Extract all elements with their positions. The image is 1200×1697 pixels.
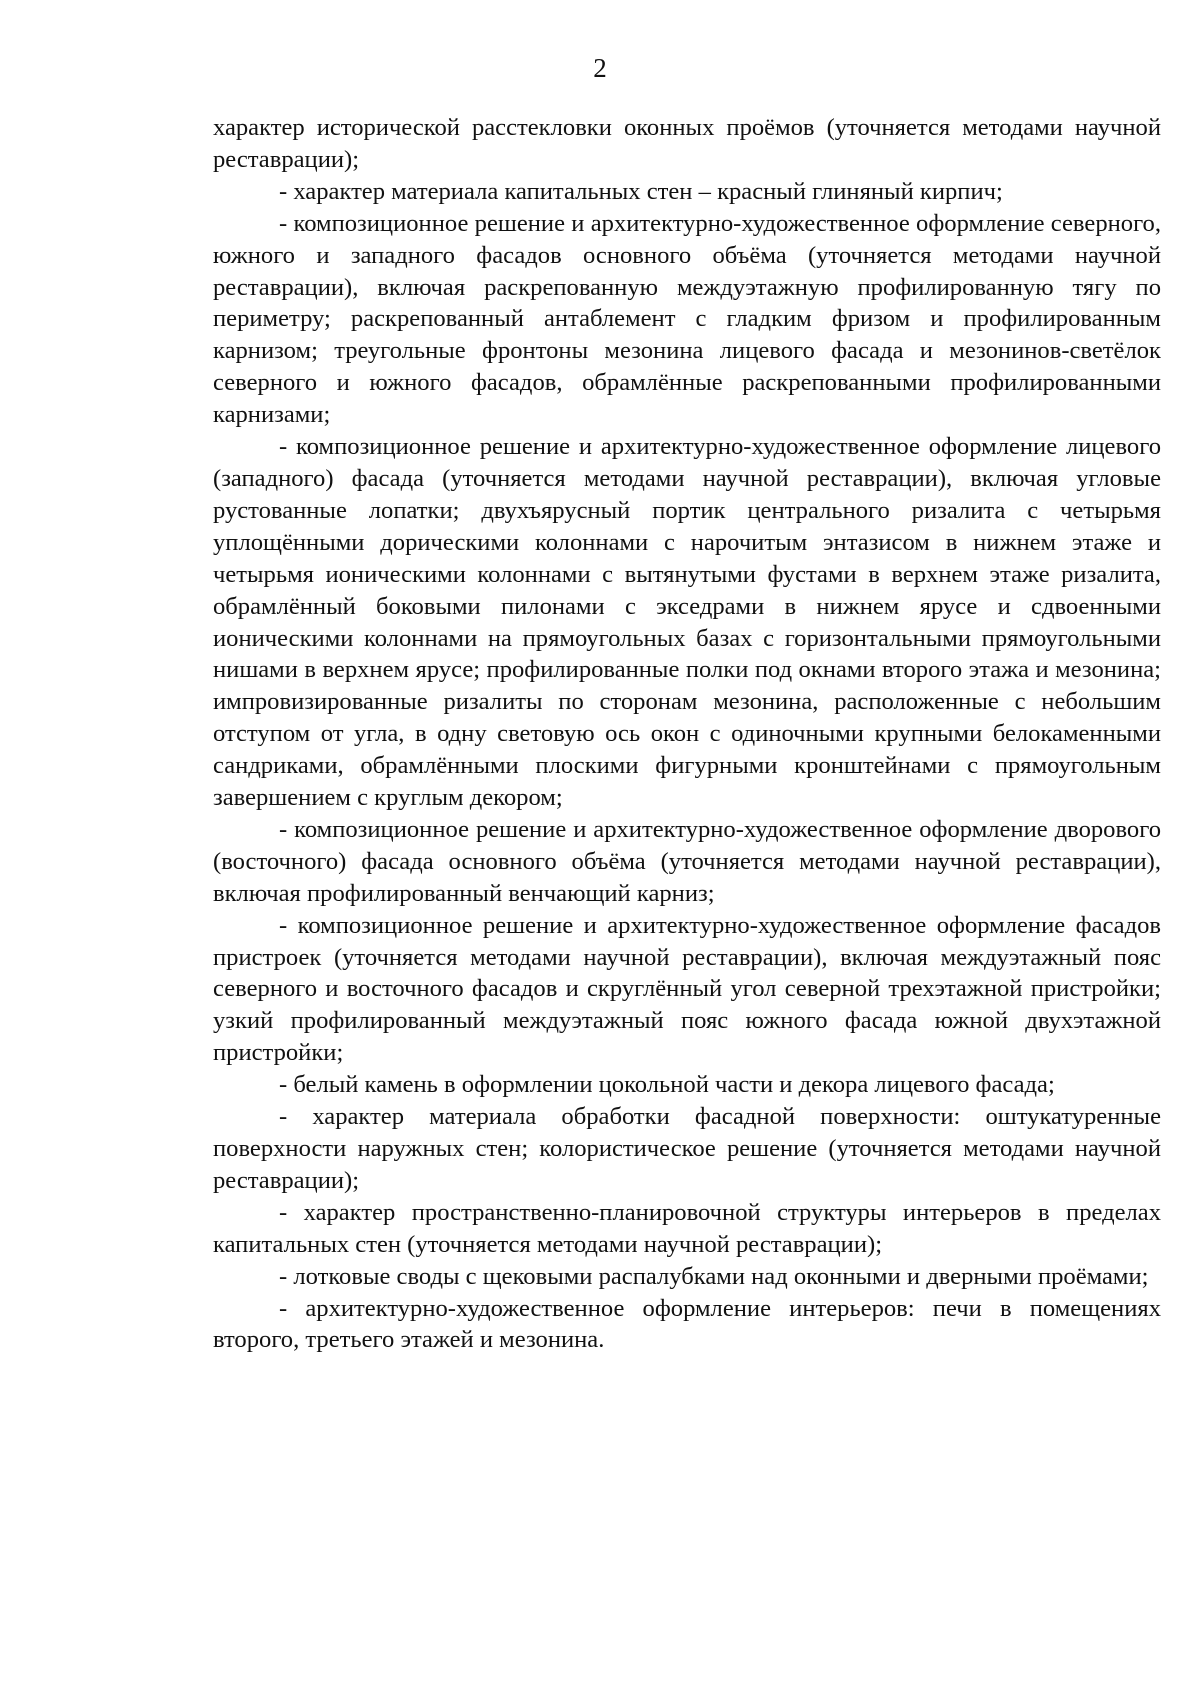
paragraph: - композиционное решение и архитектурно-художественное оформление фасадов пристроек (уточняется методами научной реставрации), включая междуэтажный пояс северного и восточного фасадов и скруглённый угол северной трехэтажной пристройки; узкий профилированный междуэтажный пояс южного фасада южной двухэтажной пристройки;: [213, 911, 1161, 1067]
document-body: [213, 112, 1161, 1356]
paragraph: - белый камень в оформлении цокольной части и декора лицевого фасада;: [279, 1071, 1055, 1099]
paragraph: - лотковые своды с щековыми распалубками над оконными и дверными проёмами;: [279, 1262, 1149, 1290]
page-number: 2: [593, 53, 607, 83]
paragraph: - характер пространственно-планировочной структуры интерьеров в пределах капитальных стен (уточняется методами научной реставрации);: [213, 1198, 1161, 1258]
paragraph: - композиционное решение и архитектурно-художественное оформление северного, южного и западного фасадов основного объёма (уточняется методами научной реставрации), включая раскрепованную междуэтажную профилированную тягу по периметру; раскрепованный антаблемент с гладким фризом и профилированным карнизом; треугольные фронтоны мезонина лицевого фасада и мезонинов-светёлок северного и южного фасадов, обрамлённые раскрепованными профилированными карнизами;: [213, 209, 1161, 429]
paragraph: - композиционное решение и архитектурно-художественное оформление дворового (восточного) фасада основного объёма (уточняется методами научной реставрации), включая профилированный венчающий карниз;: [213, 815, 1161, 907]
paragraph: - характер материала обработки фасадной поверхности: оштукатуренные поверхности наружных стен; колористическое решение (уточняется методами научной реставрации);: [213, 1103, 1161, 1194]
paragraph: характер исторической расстекловки оконных проёмов (уточняется методами научной реставрации);: [213, 114, 1161, 173]
paragraph: - композиционное решение и архитектурно-художественное оформление лицевого (западного) фасада (уточняется методами научной реставрации), включая угловые рустованные лопатки; двухъярусный портик центрального ризалита с четырьмя уплощёнными дорическими колоннами с нарочитым энтазисом в нижнем этаже и четырьмя ионическими колоннами с вытянутыми фустами в верхнем этаже ризалита, обрамлённый боковыми пилонами с экседрами в нижнем ярусе и сдвоенными ионическими колоннами на прямоугольных базах с горизонтальными прямоугольными нишами в верхнем ярусе; профилированные полки под окнами второго этажа и мезонина; импровизированные ризалиты по сторонам мезонина, расположенные с небольшим отступом от угла, в одну световую ось окон с одиночными крупными белокаменными сандриками, обрамлёнными плоскими фигурными кронштейнами с прямоугольным завершением с круглым декором;: [213, 433, 1161, 812]
paragraph: - архитектурно-художественное оформление интерьеров: печи в помещениях второго, третьего этажей и мезонина.: [213, 1294, 1161, 1354]
paragraph: - характер материала капитальных стен – красный глиняный кирпич;: [279, 177, 1003, 205]
